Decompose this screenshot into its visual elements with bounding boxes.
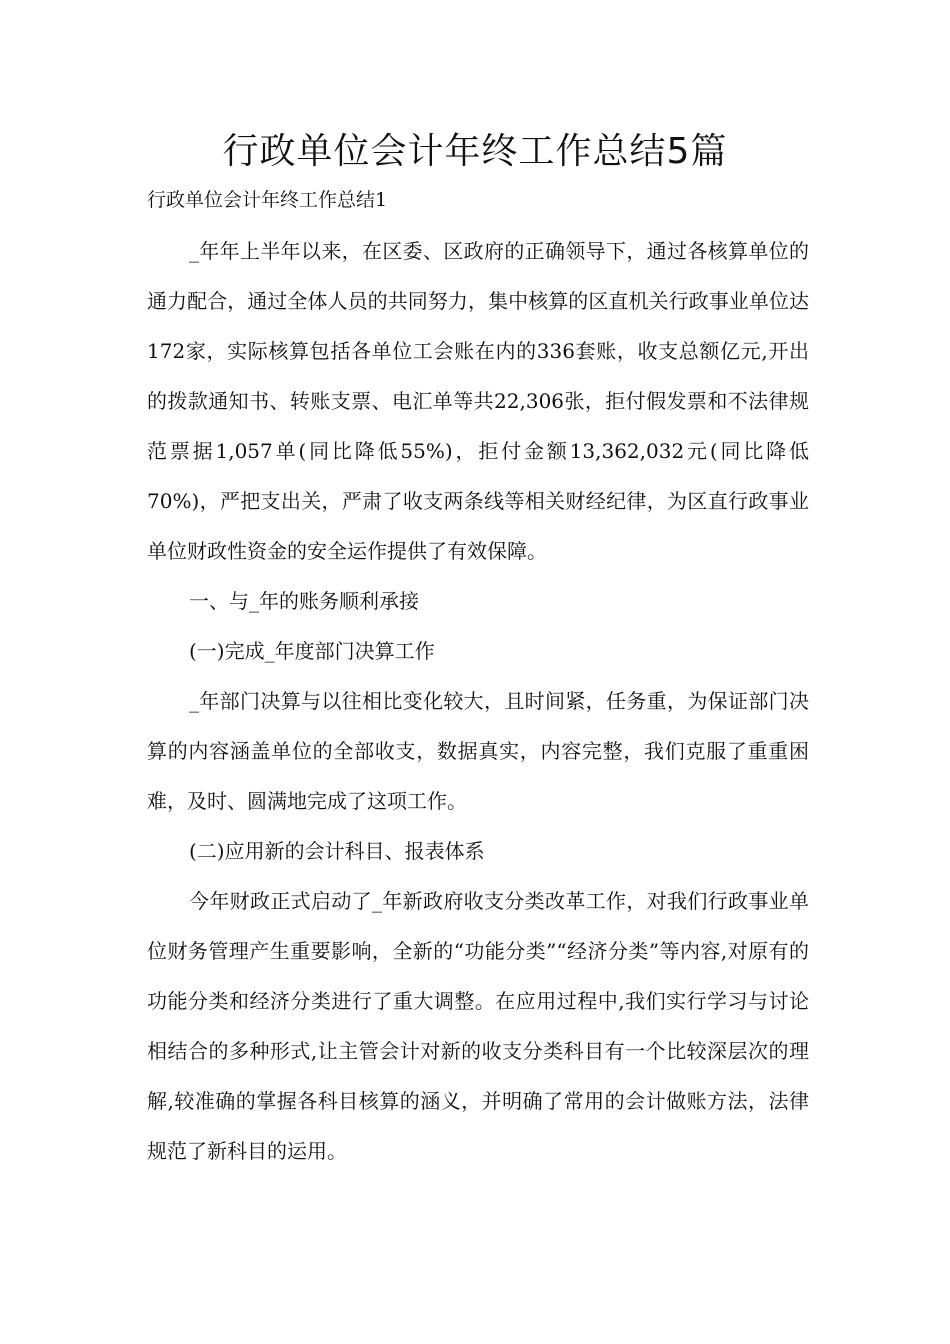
subheading-new-subjects: (二)应用新的会计科目、报表体系 — [189, 839, 485, 863]
paragraph-intro: _年年上半年以来，在区委、区政府的正确领导下，通过各核算单位的通力配合，通过全体人员的共同努力，集中核算的区直机关行政事业单位达172家，实际核算包括各单位工会账在内的336套账，收支总额亿元,开出的拨款通知书、转账支票、电汇单等共22,306张，拒付假发票和不法律规范票据1,057单(同比降低55%)，拒付金额13,362,032元(同比降低70%)，严把支出关，严肃了收支两条线等相关财经纪律，为区直行政事业单位财政性资金的安全运作提供了有效保障。 — [147, 239, 809, 563]
heading-account-handover: 一、与_年的账务顺利承接 — [189, 589, 419, 613]
document-title: 行政单位会计年终工作总结5篇 — [222, 131, 728, 172]
paragraph-final-accounts: _年部门决算与以往相比变化较大，且时间紧，任务重，为保证部门决算的内容涵盖单位的全部收支，数据真实，内容完整，我们克服了重重困难，及时、圆满地完成了这项工作。 — [147, 689, 809, 813]
document-body — [147, 226, 809, 1176]
paragraph-new-subjects: 今年财政正式启动了_年新政府收支分类改革工作，对我们行政事业单位财务管理产生重要影响，全新的“功能分类”“经济分类”等内容,对原有的功能分类和经济分类进行了重大调整。在应用过程中,我们实行学习与讨论相结合的多种形式,让主管会计对新的收支分类科目有一个比较深层次的理解,较准确的掌握各科目核算的涵义，并明确了常用的会计做账方法，法律规范了新科目的运用。 — [147, 889, 809, 1163]
subheading-final-accounts: (一)完成_年度部门决算工作 — [189, 639, 435, 663]
section-title: 行政单位会计年终工作总结1 — [147, 189, 388, 211]
